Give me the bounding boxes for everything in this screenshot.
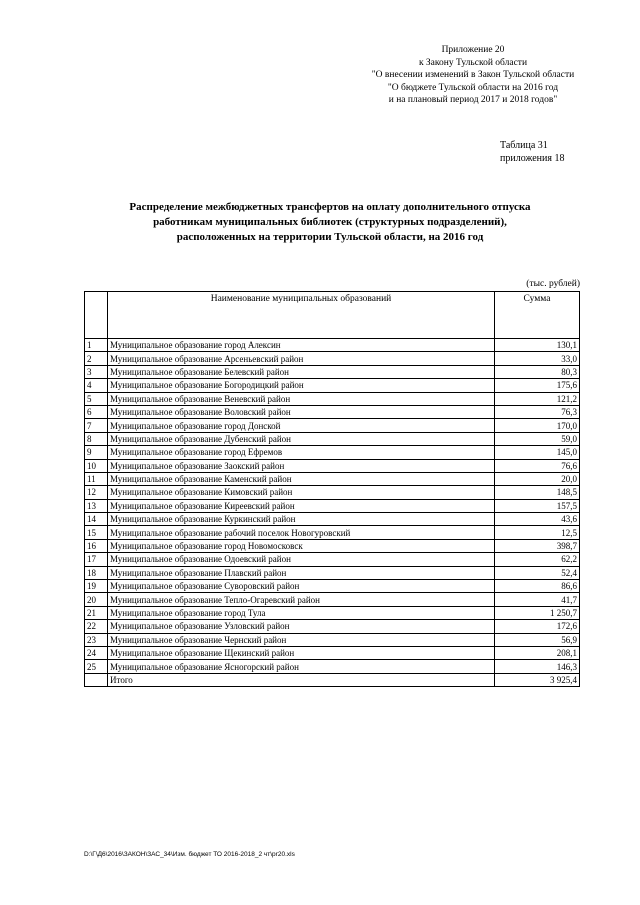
table-number: Таблица 31 [500, 140, 548, 151]
appendix-header-line: к Закону Тульской области [418, 57, 528, 68]
table-row [85, 539, 580, 552]
file-path-footer: D:\Г\Д6\2016\ЗАКОН\ЗАС_34\Изм. бюджет ТО 2016-2018_2 чт\pr20.xls [84, 851, 295, 858]
table-row [85, 606, 580, 619]
row-name: Муниципальное образование Тепло-Огаревский район [108, 593, 495, 606]
row-number: 25 [85, 660, 108, 673]
table-row [85, 486, 580, 499]
table-row [85, 526, 580, 539]
row-number: 1 [85, 339, 108, 352]
row-name: Муниципальное образование Кимовский район [108, 486, 495, 499]
appendix-header-line: "О бюджете Тульской области на 2016 год [387, 82, 559, 93]
row-sum: 56,9 [495, 633, 580, 646]
row-number: 4 [85, 379, 108, 392]
row-number: 7 [85, 419, 108, 432]
row-name: Муниципальное образование Щекинский район [108, 646, 495, 659]
row-name: Муниципальное образование город Донской [108, 419, 495, 432]
row-sum: 20,0 [495, 472, 580, 485]
total-number-cell [85, 673, 108, 686]
row-number: 8 [85, 432, 108, 445]
row-number: 17 [85, 553, 108, 566]
row-name: Муниципальное образование Веневский район [108, 392, 495, 405]
row-name: Муниципальное образование Каменский район [108, 472, 495, 485]
row-sum: 130,1 [495, 339, 580, 352]
row-sum: 398,7 [495, 539, 580, 552]
row-sum: 76,3 [495, 405, 580, 418]
row-number: 11 [85, 472, 108, 485]
row-name: Муниципальное образование Арсеньевский район [108, 352, 495, 365]
row-number: 15 [85, 526, 108, 539]
table-row [85, 660, 580, 673]
table-row [85, 365, 580, 378]
row-number: 5 [85, 392, 108, 405]
row-number: 9 [85, 446, 108, 459]
table-row [85, 580, 580, 593]
row-number: 12 [85, 486, 108, 499]
row-name: Муниципальное образование Ясногорский район [108, 660, 495, 673]
row-number: 13 [85, 499, 108, 512]
row-number: 6 [85, 405, 108, 418]
document-title [90, 200, 570, 245]
row-sum: 145,0 [495, 446, 580, 459]
row-sum: 148,5 [495, 486, 580, 499]
table-row [85, 379, 580, 392]
row-name: Муниципальное образование город Тула [108, 606, 495, 619]
table-row [85, 352, 580, 365]
row-number: 24 [85, 646, 108, 659]
row-sum: 12,5 [495, 526, 580, 539]
row-name: Муниципальное образование Дубенский район [108, 432, 495, 445]
appendix-header-line: Приложение 20 [441, 45, 505, 55]
table-row [85, 553, 580, 566]
table-row [85, 620, 580, 633]
table-row [85, 446, 580, 459]
row-number: 22 [85, 620, 108, 633]
row-sum: 41,7 [495, 593, 580, 606]
table-row [85, 392, 580, 405]
table-row [85, 339, 580, 352]
table-row [85, 513, 580, 526]
table-row [85, 405, 580, 418]
row-name: Муниципальное образование Плавский район [108, 566, 495, 579]
row-sum: 146,3 [495, 660, 580, 673]
sum-column-header: Сумма [495, 292, 580, 339]
table-header-row [85, 292, 580, 339]
row-sum: 86,6 [495, 580, 580, 593]
row-name: Муниципальное образование город Новомосковск [108, 539, 495, 552]
appendix-header-line: "О внесении изменений в Закон Тульской области [371, 70, 575, 80]
row-name: Муниципальное образование Куркинский район [108, 513, 495, 526]
row-sum: 1 250,7 [495, 606, 580, 619]
row-number: 21 [85, 606, 108, 619]
row-sum: 170,0 [495, 419, 580, 432]
total-row [85, 673, 580, 686]
total-label: Итого [108, 673, 495, 686]
row-sum: 175,6 [495, 379, 580, 392]
table-row [85, 593, 580, 606]
table-row [85, 566, 580, 579]
row-number: 19 [85, 580, 108, 593]
row-number: 2 [85, 352, 108, 365]
row-sum: 76,6 [495, 459, 580, 472]
row-sum: 52,4 [495, 566, 580, 579]
row-sum: 157,5 [495, 499, 580, 512]
row-sum: 172,6 [495, 620, 580, 633]
row-name: Муниципальное образование Одоевский район [108, 553, 495, 566]
appendix-header [360, 44, 586, 107]
appendix-number: приложения 18 [500, 152, 565, 164]
title-line: Распределение межбюджетных трансфертов на оплату дополнительного отпуска [129, 201, 531, 213]
row-number: 14 [85, 513, 108, 526]
table-row [85, 432, 580, 445]
table-row [85, 633, 580, 646]
table-row [85, 646, 580, 659]
table-body [85, 339, 580, 687]
row-sum: 80,3 [495, 365, 580, 378]
row-name: Муниципальное образование Воловский район [108, 405, 495, 418]
row-number: 18 [85, 566, 108, 579]
row-number: 3 [85, 365, 108, 378]
number-column-header [85, 292, 108, 339]
title-line: работникам муниципальных библиотек (структурных подразделений), [153, 216, 507, 228]
row-name: Муниципальное образование Чернский район [108, 633, 495, 646]
name-column-header: Наименование муниципальных образований [108, 292, 495, 339]
row-name: Муниципальное образование город Алексин [108, 339, 495, 352]
appendix-header-line: и на плановый период 2017 и 2018 годов" [388, 95, 558, 105]
title-line: расположенных на территории Тульской области, на 2016 год [176, 231, 484, 243]
row-name: Муниципальное образование Киреевский район [108, 499, 495, 512]
total-sum: 3 925,4 [495, 673, 580, 686]
row-name: Муниципальное образование Суворовский район [108, 580, 495, 593]
table-reference [500, 140, 580, 165]
row-number: 23 [85, 633, 108, 646]
table-row [85, 459, 580, 472]
row-sum: 62,2 [495, 553, 580, 566]
row-sum: 33,0 [495, 352, 580, 365]
row-number: 20 [85, 593, 108, 606]
units-label: (тыс. рублей) [526, 279, 580, 289]
row-sum: 121,2 [495, 392, 580, 405]
transfers-table [84, 291, 580, 687]
row-name: Муниципальное образование рабочий поселок Новогуровский [108, 526, 495, 539]
row-name: Муниципальное образование Белевский район [108, 365, 495, 378]
row-number: 10 [85, 459, 108, 472]
row-name: Муниципальное образование Заокский район [108, 459, 495, 472]
row-sum: 59,0 [495, 432, 580, 445]
row-sum: 208,1 [495, 646, 580, 659]
row-name: Муниципальное образование Узловский район [108, 620, 495, 633]
table-row [85, 419, 580, 432]
table-row [85, 499, 580, 512]
row-number: 16 [85, 539, 108, 552]
row-name: Муниципальное образование город Ефремов [108, 446, 495, 459]
row-sum: 43,6 [495, 513, 580, 526]
row-name: Муниципальное образование Богородицкий район [108, 379, 495, 392]
table-row [85, 472, 580, 485]
